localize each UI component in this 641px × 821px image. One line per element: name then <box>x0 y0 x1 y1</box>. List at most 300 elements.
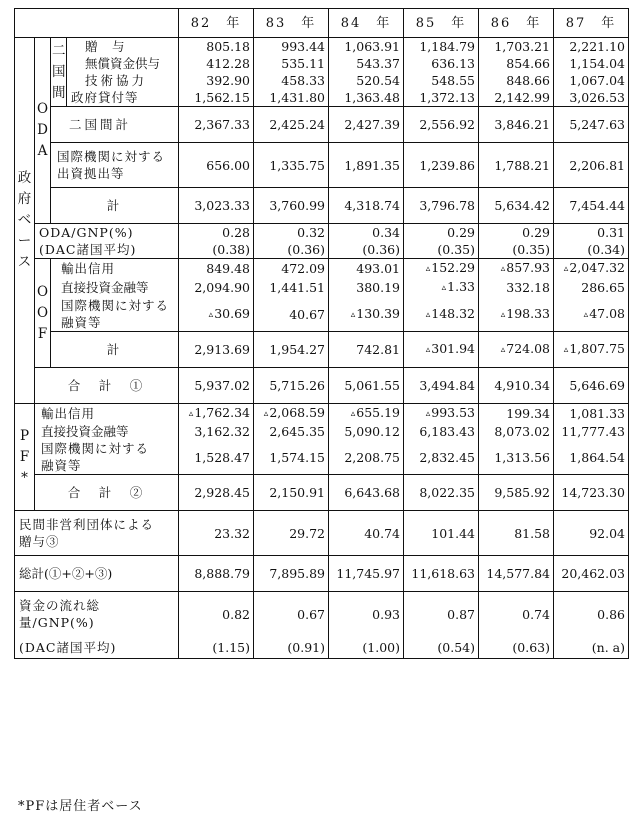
value-cell <box>479 440 554 475</box>
row-label: 計 <box>51 188 179 224</box>
value-text: 0.32 <box>297 225 325 240</box>
row-label: 直接投資金融等 <box>51 278 179 297</box>
value-text: (0.54) <box>437 639 475 655</box>
value-text: 198.33 <box>506 305 550 321</box>
value-text: (0.35) <box>437 242 475 257</box>
value-text: 9,585.92 <box>494 485 550 500</box>
financial-flows-table <box>14 8 629 659</box>
value-text: 2,142.99 <box>494 90 550 105</box>
value-text: 543.37 <box>356 56 400 71</box>
row-label: 二国間計 <box>51 107 179 143</box>
value-text: 1,954.27 <box>269 342 325 357</box>
value-text: 2,047.32 <box>569 260 625 275</box>
value-cell <box>554 278 629 297</box>
value-cell <box>479 72 554 89</box>
value-text: 199.34 <box>506 406 550 421</box>
table-row <box>15 440 629 475</box>
value-cell <box>404 332 479 368</box>
value-cell <box>404 241 479 259</box>
value-cell <box>329 107 404 143</box>
negative-mark: ▵ <box>263 409 269 419</box>
value-text: 458.33 <box>281 73 325 88</box>
table-row <box>15 592 629 637</box>
value-text: 1,154.04 <box>569 56 625 71</box>
value-text: 8,022.35 <box>419 485 475 500</box>
value-text: 1,313.56 <box>494 449 550 465</box>
table-row <box>15 332 629 368</box>
year-header: 82 年 <box>179 9 254 38</box>
bilateral-label: 二 国 間 <box>51 38 67 107</box>
value-text: 81.58 <box>514 525 550 541</box>
value-cell <box>554 107 629 143</box>
value-cell <box>254 556 329 592</box>
value-text: (0.36) <box>287 242 325 257</box>
value-cell <box>254 89 329 107</box>
oda-label: O D A <box>35 38 51 224</box>
value-cell <box>554 55 629 72</box>
value-cell <box>404 511 479 556</box>
value-text: 2,556.92 <box>419 117 475 132</box>
year-header: 85 年 <box>404 9 479 38</box>
table-row <box>15 423 629 440</box>
value-text: 4,910.34 <box>494 378 550 393</box>
value-text: 1.33 <box>447 279 475 294</box>
value-cell <box>254 332 329 368</box>
value-cell <box>404 107 479 143</box>
value-text: (n. a) <box>591 639 625 655</box>
negative-mark: ▵ <box>425 409 431 419</box>
value-cell <box>404 423 479 440</box>
value-cell <box>329 241 404 259</box>
value-text: 493.01 <box>356 261 400 276</box>
value-cell <box>554 38 629 56</box>
value-cell <box>254 278 329 297</box>
value-cell <box>554 636 629 659</box>
value-cell <box>329 511 404 556</box>
value-text: 3,494.84 <box>419 378 475 393</box>
value-text: 3,023.33 <box>194 198 250 213</box>
value-cell <box>179 297 254 332</box>
value-text: 2,425.24 <box>269 117 325 132</box>
value-cell <box>254 224 329 242</box>
value-cell <box>329 332 404 368</box>
value-cell <box>479 107 554 143</box>
value-text: 8,888.79 <box>194 566 250 581</box>
pf-label: P F * <box>15 404 35 511</box>
negative-mark: ▵ <box>208 309 214 320</box>
value-text: 380.19 <box>356 280 400 295</box>
value-cell <box>554 440 629 475</box>
value-cell <box>404 38 479 56</box>
value-cell <box>254 297 329 332</box>
value-cell <box>404 592 479 637</box>
value-text: 1,528.47 <box>194 449 250 465</box>
value-cell <box>329 297 404 332</box>
value-cell <box>479 241 554 259</box>
value-cell <box>404 143 479 188</box>
negative-mark: ▵ <box>500 309 506 320</box>
value-text: 2,913.69 <box>194 342 250 357</box>
value-text: 1,081.33 <box>569 406 625 421</box>
value-cell <box>479 511 554 556</box>
table-row <box>15 241 629 259</box>
value-text: 5,061.55 <box>344 378 400 393</box>
value-cell <box>329 224 404 242</box>
value-text: 14,723.30 <box>561 485 625 500</box>
value-cell <box>554 241 629 259</box>
value-text: 40.74 <box>364 525 400 541</box>
value-text: 392.90 <box>206 73 250 88</box>
value-cell <box>179 423 254 440</box>
value-text: 1,441.51 <box>269 280 325 295</box>
value-text: 2,206.81 <box>569 157 625 173</box>
table-row <box>15 38 629 56</box>
value-cell <box>479 332 554 368</box>
value-text: 2,150.91 <box>269 485 325 500</box>
value-cell <box>554 224 629 242</box>
value-text: (0.35) <box>512 242 550 257</box>
value-text: 742.81 <box>356 342 400 357</box>
value-cell <box>329 368 404 404</box>
value-text: 3,162.32 <box>194 424 250 439</box>
value-cell <box>554 368 629 404</box>
value-cell <box>554 72 629 89</box>
value-cell <box>179 440 254 475</box>
value-cell <box>254 404 329 424</box>
value-cell <box>479 592 554 637</box>
value-text: 2,221.10 <box>569 39 625 54</box>
value-text: 0.28 <box>222 225 250 240</box>
value-cell <box>254 72 329 89</box>
row-label: 民間非営利団体による贈与③ <box>15 511 179 556</box>
negative-mark: ▵ <box>500 264 506 274</box>
year-header: 86 年 <box>479 9 554 38</box>
row-label: 贈 与 <box>67 38 179 56</box>
value-text: 993.44 <box>281 39 325 54</box>
table-row <box>15 404 629 424</box>
value-cell <box>554 556 629 592</box>
value-text: 1,063.91 <box>344 39 400 54</box>
negative-mark: ▵ <box>583 309 589 320</box>
value-text: 332.18 <box>506 280 550 295</box>
negative-mark: ▵ <box>563 264 569 274</box>
value-text: (0.63) <box>512 639 550 655</box>
value-cell <box>404 556 479 592</box>
value-cell <box>329 440 404 475</box>
oof-label: O O F <box>35 259 51 368</box>
value-text: 286.65 <box>581 280 625 295</box>
value-text: 472.09 <box>281 261 325 276</box>
value-cell <box>179 511 254 556</box>
value-text: 2,645.35 <box>269 424 325 439</box>
value-cell <box>479 278 554 297</box>
value-cell <box>179 89 254 107</box>
value-text: 1,807.75 <box>569 341 625 356</box>
value-text: 848.66 <box>506 73 550 88</box>
value-cell <box>254 55 329 72</box>
value-cell <box>254 259 329 279</box>
value-cell <box>479 55 554 72</box>
value-text: 2,068.59 <box>269 405 325 420</box>
value-cell <box>254 592 329 637</box>
value-text: 4,318.74 <box>344 198 400 213</box>
value-cell <box>329 556 404 592</box>
value-text: 0.93 <box>372 606 400 622</box>
value-text: 20,462.03 <box>561 566 625 581</box>
value-text: 3,846.21 <box>494 117 550 132</box>
value-cell <box>179 241 254 259</box>
value-text: 5,937.02 <box>194 378 250 393</box>
value-text: 130.39 <box>356 305 400 321</box>
negative-mark: ▵ <box>350 309 356 320</box>
value-cell <box>179 278 254 297</box>
value-text: 23.32 <box>214 525 250 541</box>
table-row <box>15 143 629 188</box>
row-label: 直接投資金融等 <box>35 423 179 440</box>
value-cell <box>179 224 254 242</box>
value-cell <box>554 423 629 440</box>
value-cell <box>404 259 479 279</box>
row-label: 政府貸付等 <box>67 89 179 107</box>
value-cell <box>254 423 329 440</box>
negative-mark: ▵ <box>563 345 569 355</box>
negative-mark: ▵ <box>188 409 194 419</box>
negative-mark: ▵ <box>425 264 431 274</box>
value-text: 0.67 <box>297 606 325 622</box>
value-text: 0.74 <box>522 606 550 622</box>
value-text: 0.82 <box>222 606 250 622</box>
value-text: 993.53 <box>431 405 475 420</box>
value-text: (0.34) <box>587 242 625 257</box>
value-text: 8,073.02 <box>494 424 550 439</box>
value-text: 5,715.26 <box>269 378 325 393</box>
value-cell <box>254 38 329 56</box>
value-cell <box>554 143 629 188</box>
value-text: 857.93 <box>506 260 550 275</box>
value-cell <box>329 636 404 659</box>
row-label: 国際機関に対する出資拠出等 <box>51 143 179 188</box>
table-row <box>15 72 629 89</box>
value-text: 11,777.43 <box>561 424 625 439</box>
value-cell <box>329 38 404 56</box>
value-cell <box>179 556 254 592</box>
row-label: (DAC諸国平均) <box>15 636 179 659</box>
value-cell <box>179 475 254 511</box>
row-label: (DAC諸国平均) <box>35 241 179 259</box>
value-text: 2,208.75 <box>344 449 400 465</box>
value-cell <box>254 511 329 556</box>
value-cell <box>479 423 554 440</box>
value-text: 1,335.75 <box>269 157 325 173</box>
value-cell <box>554 404 629 424</box>
value-text: 0.29 <box>522 225 550 240</box>
value-text: 1,067.04 <box>569 73 625 88</box>
value-cell <box>179 404 254 424</box>
negative-mark: ▵ <box>350 409 356 419</box>
value-text: 1,372.13 <box>419 90 475 105</box>
value-text: 1,184.79 <box>419 39 475 54</box>
value-cell <box>554 511 629 556</box>
row-label: 輸出信用 <box>51 259 179 279</box>
value-text: (0.36) <box>362 242 400 257</box>
value-cell <box>179 55 254 72</box>
value-text: 3,760.99 <box>269 198 325 213</box>
year-header: 84 年 <box>329 9 404 38</box>
table-row <box>15 55 629 72</box>
table-row <box>15 556 629 592</box>
year-header: 87 年 <box>554 9 629 38</box>
value-cell <box>404 55 479 72</box>
value-cell <box>329 72 404 89</box>
negative-mark: ▵ <box>425 309 431 320</box>
value-text: 5,090.12 <box>344 424 400 439</box>
value-cell <box>404 368 479 404</box>
value-cell <box>554 297 629 332</box>
value-cell <box>479 259 554 279</box>
value-cell <box>254 368 329 404</box>
value-cell <box>479 188 554 224</box>
table-row <box>15 278 629 297</box>
value-cell <box>554 475 629 511</box>
value-cell <box>254 188 329 224</box>
value-text: 1,788.21 <box>494 157 550 173</box>
value-text: 301.94 <box>431 341 475 356</box>
value-cell <box>404 440 479 475</box>
table-row <box>15 259 629 279</box>
value-cell <box>329 188 404 224</box>
value-cell <box>479 38 554 56</box>
value-text: 2,832.45 <box>419 449 475 465</box>
header-corner <box>15 9 179 38</box>
value-text: 1,574.15 <box>269 449 325 465</box>
value-text: 655.19 <box>356 405 400 420</box>
value-text: 29.72 <box>289 525 325 541</box>
value-cell <box>179 188 254 224</box>
year-header: 83 年 <box>254 9 329 38</box>
row-label: 合 計 ① <box>35 368 179 404</box>
value-text: 2,367.33 <box>194 117 250 132</box>
value-text: 849.48 <box>206 261 250 276</box>
negative-mark: ▵ <box>441 283 447 293</box>
value-cell <box>404 297 479 332</box>
value-cell <box>179 107 254 143</box>
value-text: 724.08 <box>506 341 550 356</box>
value-cell <box>479 143 554 188</box>
value-text: 0.31 <box>597 225 625 240</box>
value-text: 2,928.45 <box>194 485 250 500</box>
value-cell <box>254 440 329 475</box>
row-label: 国際機関に対する融資等 <box>51 297 179 332</box>
value-cell <box>329 278 404 297</box>
value-cell <box>479 368 554 404</box>
table-row <box>15 297 629 332</box>
footnote: *PFは居住者ベース <box>18 799 143 814</box>
value-cell <box>554 332 629 368</box>
value-text: 47.08 <box>589 305 625 321</box>
value-cell <box>329 89 404 107</box>
value-cell <box>404 89 479 107</box>
value-text: 2,094.90 <box>194 280 250 295</box>
value-text: 1,431.80 <box>269 90 325 105</box>
value-cell <box>254 636 329 659</box>
value-text: 5,646.69 <box>569 378 625 393</box>
value-cell <box>179 368 254 404</box>
value-cell <box>179 38 254 56</box>
table-row <box>15 368 629 404</box>
value-cell <box>479 556 554 592</box>
value-cell <box>479 89 554 107</box>
value-text: 1,562.15 <box>194 90 250 105</box>
value-text: 11,745.97 <box>336 566 400 581</box>
table-row <box>15 636 629 659</box>
gov-base-label: 政 府 ベ ー ス <box>15 38 35 404</box>
value-cell <box>329 475 404 511</box>
value-text: 1,864.54 <box>569 449 625 465</box>
value-cell <box>329 55 404 72</box>
value-text: 148.32 <box>431 305 475 321</box>
value-cell <box>479 224 554 242</box>
row-label: 資金の流れ総量/GNP(%) <box>15 592 179 637</box>
value-text: (1.00) <box>362 639 400 655</box>
value-cell <box>479 404 554 424</box>
value-cell <box>254 241 329 259</box>
value-text: 548.55 <box>431 73 475 88</box>
value-text: 1,762.34 <box>194 405 250 420</box>
value-text: 1,703.21 <box>494 39 550 54</box>
value-cell <box>404 278 479 297</box>
value-cell <box>329 143 404 188</box>
value-cell <box>479 636 554 659</box>
value-cell <box>179 592 254 637</box>
value-text: 636.13 <box>431 56 475 71</box>
value-cell <box>254 475 329 511</box>
row-label: 合 計 ② <box>35 475 179 511</box>
value-text: 854.66 <box>506 56 550 71</box>
value-cell <box>329 423 404 440</box>
value-cell <box>404 224 479 242</box>
value-text: (0.38) <box>212 242 250 257</box>
value-text: 3,026.53 <box>569 90 625 105</box>
value-text: 7,454.44 <box>569 198 625 213</box>
value-text: 0.86 <box>597 606 625 622</box>
value-text: 1,891.35 <box>344 157 400 173</box>
value-cell <box>254 143 329 188</box>
value-cell <box>329 592 404 637</box>
value-cell <box>404 72 479 89</box>
value-cell <box>179 332 254 368</box>
value-text: 0.29 <box>447 225 475 240</box>
value-cell <box>404 475 479 511</box>
value-cell <box>554 188 629 224</box>
table-row <box>15 224 629 242</box>
row-label: ODA/GNP(%) <box>35 224 179 242</box>
value-text: 2,427.39 <box>344 117 400 132</box>
value-text: 30.69 <box>214 305 250 321</box>
value-text: 101.44 <box>431 525 475 541</box>
value-cell <box>329 259 404 279</box>
negative-mark: ▵ <box>500 345 506 355</box>
row-label: 技術協力 <box>67 72 179 89</box>
value-text: 6,643.68 <box>344 485 400 500</box>
row-label: 輸出信用 <box>35 404 179 424</box>
value-text: 5,247.63 <box>569 117 625 132</box>
row-label: 計 <box>51 332 179 368</box>
value-cell <box>179 72 254 89</box>
value-cell <box>404 188 479 224</box>
value-text: 152.29 <box>431 260 475 275</box>
table-row <box>15 475 629 511</box>
value-text: 7,895.89 <box>269 566 325 581</box>
